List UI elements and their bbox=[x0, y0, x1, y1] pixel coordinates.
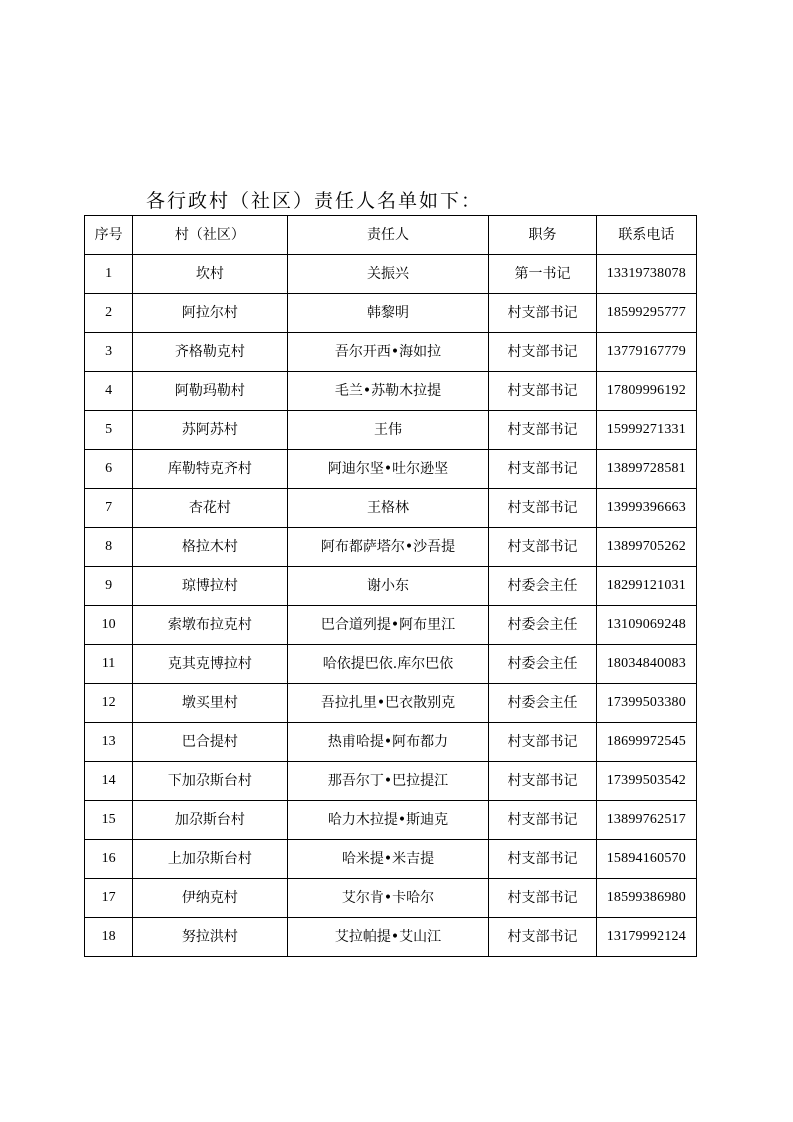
cell-role: 村支部书记 bbox=[489, 801, 596, 840]
cell-role: 村支部书记 bbox=[489, 840, 596, 879]
cell-role: 村支部书记 bbox=[489, 450, 596, 489]
cell-seq: 18 bbox=[85, 918, 133, 957]
table-header bbox=[85, 216, 697, 255]
cell-seq: 5 bbox=[85, 411, 133, 450]
cell-person: 吾尔开西•海如拉 bbox=[287, 333, 489, 372]
table-row bbox=[85, 528, 697, 567]
cell-phone: 15999271331 bbox=[596, 411, 696, 450]
cell-village: 索墩布拉克村 bbox=[133, 606, 288, 645]
cell-role: 村支部书记 bbox=[489, 372, 596, 411]
cell-village: 格拉木村 bbox=[133, 528, 288, 567]
table-row bbox=[85, 255, 697, 294]
cell-person: 热甫哈提•阿布都力 bbox=[287, 723, 489, 762]
cell-seq: 8 bbox=[85, 528, 133, 567]
cell-role: 村支部书记 bbox=[489, 489, 596, 528]
cell-phone: 18699972545 bbox=[596, 723, 696, 762]
cell-village: 苏阿苏村 bbox=[133, 411, 288, 450]
cell-person: 哈依提巴依.库尔巴依 bbox=[287, 645, 489, 684]
cell-village: 琼博拉村 bbox=[133, 567, 288, 606]
cell-phone: 13109069248 bbox=[596, 606, 696, 645]
cell-person: 王伟 bbox=[287, 411, 489, 450]
table-row bbox=[85, 411, 697, 450]
cell-role: 村支部书记 bbox=[489, 762, 596, 801]
cell-seq: 2 bbox=[85, 294, 133, 333]
cell-phone: 13319738078 bbox=[596, 255, 696, 294]
cell-seq: 7 bbox=[85, 489, 133, 528]
header-village: 村（社区） bbox=[133, 216, 288, 255]
cell-person: 阿迪尔坚•吐尔逊坚 bbox=[287, 450, 489, 489]
cell-seq: 16 bbox=[85, 840, 133, 879]
table-row bbox=[85, 801, 697, 840]
cell-phone: 13179992124 bbox=[596, 918, 696, 957]
responsible-persons-table bbox=[84, 215, 697, 957]
table-row bbox=[85, 606, 697, 645]
cell-role: 村支部书记 bbox=[489, 918, 596, 957]
header-row bbox=[85, 216, 697, 255]
cell-village: 伊纳克村 bbox=[133, 879, 288, 918]
cell-seq: 12 bbox=[85, 684, 133, 723]
cell-seq: 4 bbox=[85, 372, 133, 411]
cell-seq: 11 bbox=[85, 645, 133, 684]
table-row bbox=[85, 684, 697, 723]
cell-village: 加尕斯台村 bbox=[133, 801, 288, 840]
header-person: 责任人 bbox=[287, 216, 489, 255]
cell-seq: 3 bbox=[85, 333, 133, 372]
cell-phone: 13899762517 bbox=[596, 801, 696, 840]
cell-role: 村支部书记 bbox=[489, 528, 596, 567]
cell-person: 吾拉扎里•巴衣散别克 bbox=[287, 684, 489, 723]
cell-person: 艾尔肯•卡哈尔 bbox=[287, 879, 489, 918]
cell-person: 艾拉帕提•艾山江 bbox=[287, 918, 489, 957]
cell-phone: 18034840083 bbox=[596, 645, 696, 684]
cell-role: 村委会主任 bbox=[489, 606, 596, 645]
cell-person: 巴合道列提•阿布里江 bbox=[287, 606, 489, 645]
table-row bbox=[85, 723, 697, 762]
table-row bbox=[85, 567, 697, 606]
cell-village: 杏花村 bbox=[133, 489, 288, 528]
cell-role: 村支部书记 bbox=[489, 294, 596, 333]
cell-role: 第一书记 bbox=[489, 255, 596, 294]
cell-village: 上加尕斯台村 bbox=[133, 840, 288, 879]
cell-phone: 13779167779 bbox=[596, 333, 696, 372]
cell-seq: 6 bbox=[85, 450, 133, 489]
cell-phone: 18599295777 bbox=[596, 294, 696, 333]
cell-seq: 9 bbox=[85, 567, 133, 606]
cell-person: 韩黎明 bbox=[287, 294, 489, 333]
cell-seq: 15 bbox=[85, 801, 133, 840]
cell-role: 村委会主任 bbox=[489, 567, 596, 606]
cell-phone: 17399503380 bbox=[596, 684, 696, 723]
cell-village: 下加尕斯台村 bbox=[133, 762, 288, 801]
table-row bbox=[85, 918, 697, 957]
header-seq: 序号 bbox=[85, 216, 133, 255]
cell-role: 村支部书记 bbox=[489, 879, 596, 918]
cell-seq: 14 bbox=[85, 762, 133, 801]
cell-phone: 18299121031 bbox=[596, 567, 696, 606]
cell-village: 库勒特克齐村 bbox=[133, 450, 288, 489]
cell-person: 谢小东 bbox=[287, 567, 489, 606]
cell-village: 坎村 bbox=[133, 255, 288, 294]
cell-phone: 17399503542 bbox=[596, 762, 696, 801]
cell-seq: 10 bbox=[85, 606, 133, 645]
cell-role: 村委会主任 bbox=[489, 645, 596, 684]
cell-role: 村支部书记 bbox=[489, 723, 596, 762]
table-row bbox=[85, 372, 697, 411]
table-row bbox=[85, 333, 697, 372]
cell-role: 村委会主任 bbox=[489, 684, 596, 723]
cell-person: 王格林 bbox=[287, 489, 489, 528]
table-row bbox=[85, 645, 697, 684]
cell-phone: 13899705262 bbox=[596, 528, 696, 567]
table-row bbox=[85, 294, 697, 333]
cell-seq: 1 bbox=[85, 255, 133, 294]
cell-seq: 13 bbox=[85, 723, 133, 762]
cell-village: 巴合提村 bbox=[133, 723, 288, 762]
cell-person: 那吾尔丁•巴拉提江 bbox=[287, 762, 489, 801]
cell-person: 哈力木拉提•斯迪克 bbox=[287, 801, 489, 840]
cell-person: 毛兰•苏勒木拉提 bbox=[287, 372, 489, 411]
cell-phone: 18599386980 bbox=[596, 879, 696, 918]
cell-person: 阿布都萨塔尔•沙吾提 bbox=[287, 528, 489, 567]
header-phone: 联系电话 bbox=[596, 216, 696, 255]
page-heading: 各行政村（社区）责任人名单如下： bbox=[146, 190, 483, 212]
cell-phone: 17809996192 bbox=[596, 372, 696, 411]
cell-person: 哈米提•米吉提 bbox=[287, 840, 489, 879]
cell-village: 墩买里村 bbox=[133, 684, 288, 723]
table-row bbox=[85, 489, 697, 528]
cell-village: 阿勒玛勒村 bbox=[133, 372, 288, 411]
cell-phone: 13999396663 bbox=[596, 489, 696, 528]
table-row bbox=[85, 762, 697, 801]
cell-village: 阿拉尔村 bbox=[133, 294, 288, 333]
header-role: 职务 bbox=[489, 216, 596, 255]
table-row bbox=[85, 840, 697, 879]
cell-phone: 13899728581 bbox=[596, 450, 696, 489]
cell-phone: 15894160570 bbox=[596, 840, 696, 879]
cell-village: 努拉洪村 bbox=[133, 918, 288, 957]
cell-role: 村支部书记 bbox=[489, 411, 596, 450]
table-body bbox=[85, 255, 697, 957]
table-row bbox=[85, 450, 697, 489]
cell-village: 克其克博拉村 bbox=[133, 645, 288, 684]
table-row bbox=[85, 879, 697, 918]
cell-seq: 17 bbox=[85, 879, 133, 918]
cell-role: 村支部书记 bbox=[489, 333, 596, 372]
cell-person: 关振兴 bbox=[287, 255, 489, 294]
cell-village: 齐格勒克村 bbox=[133, 333, 288, 372]
